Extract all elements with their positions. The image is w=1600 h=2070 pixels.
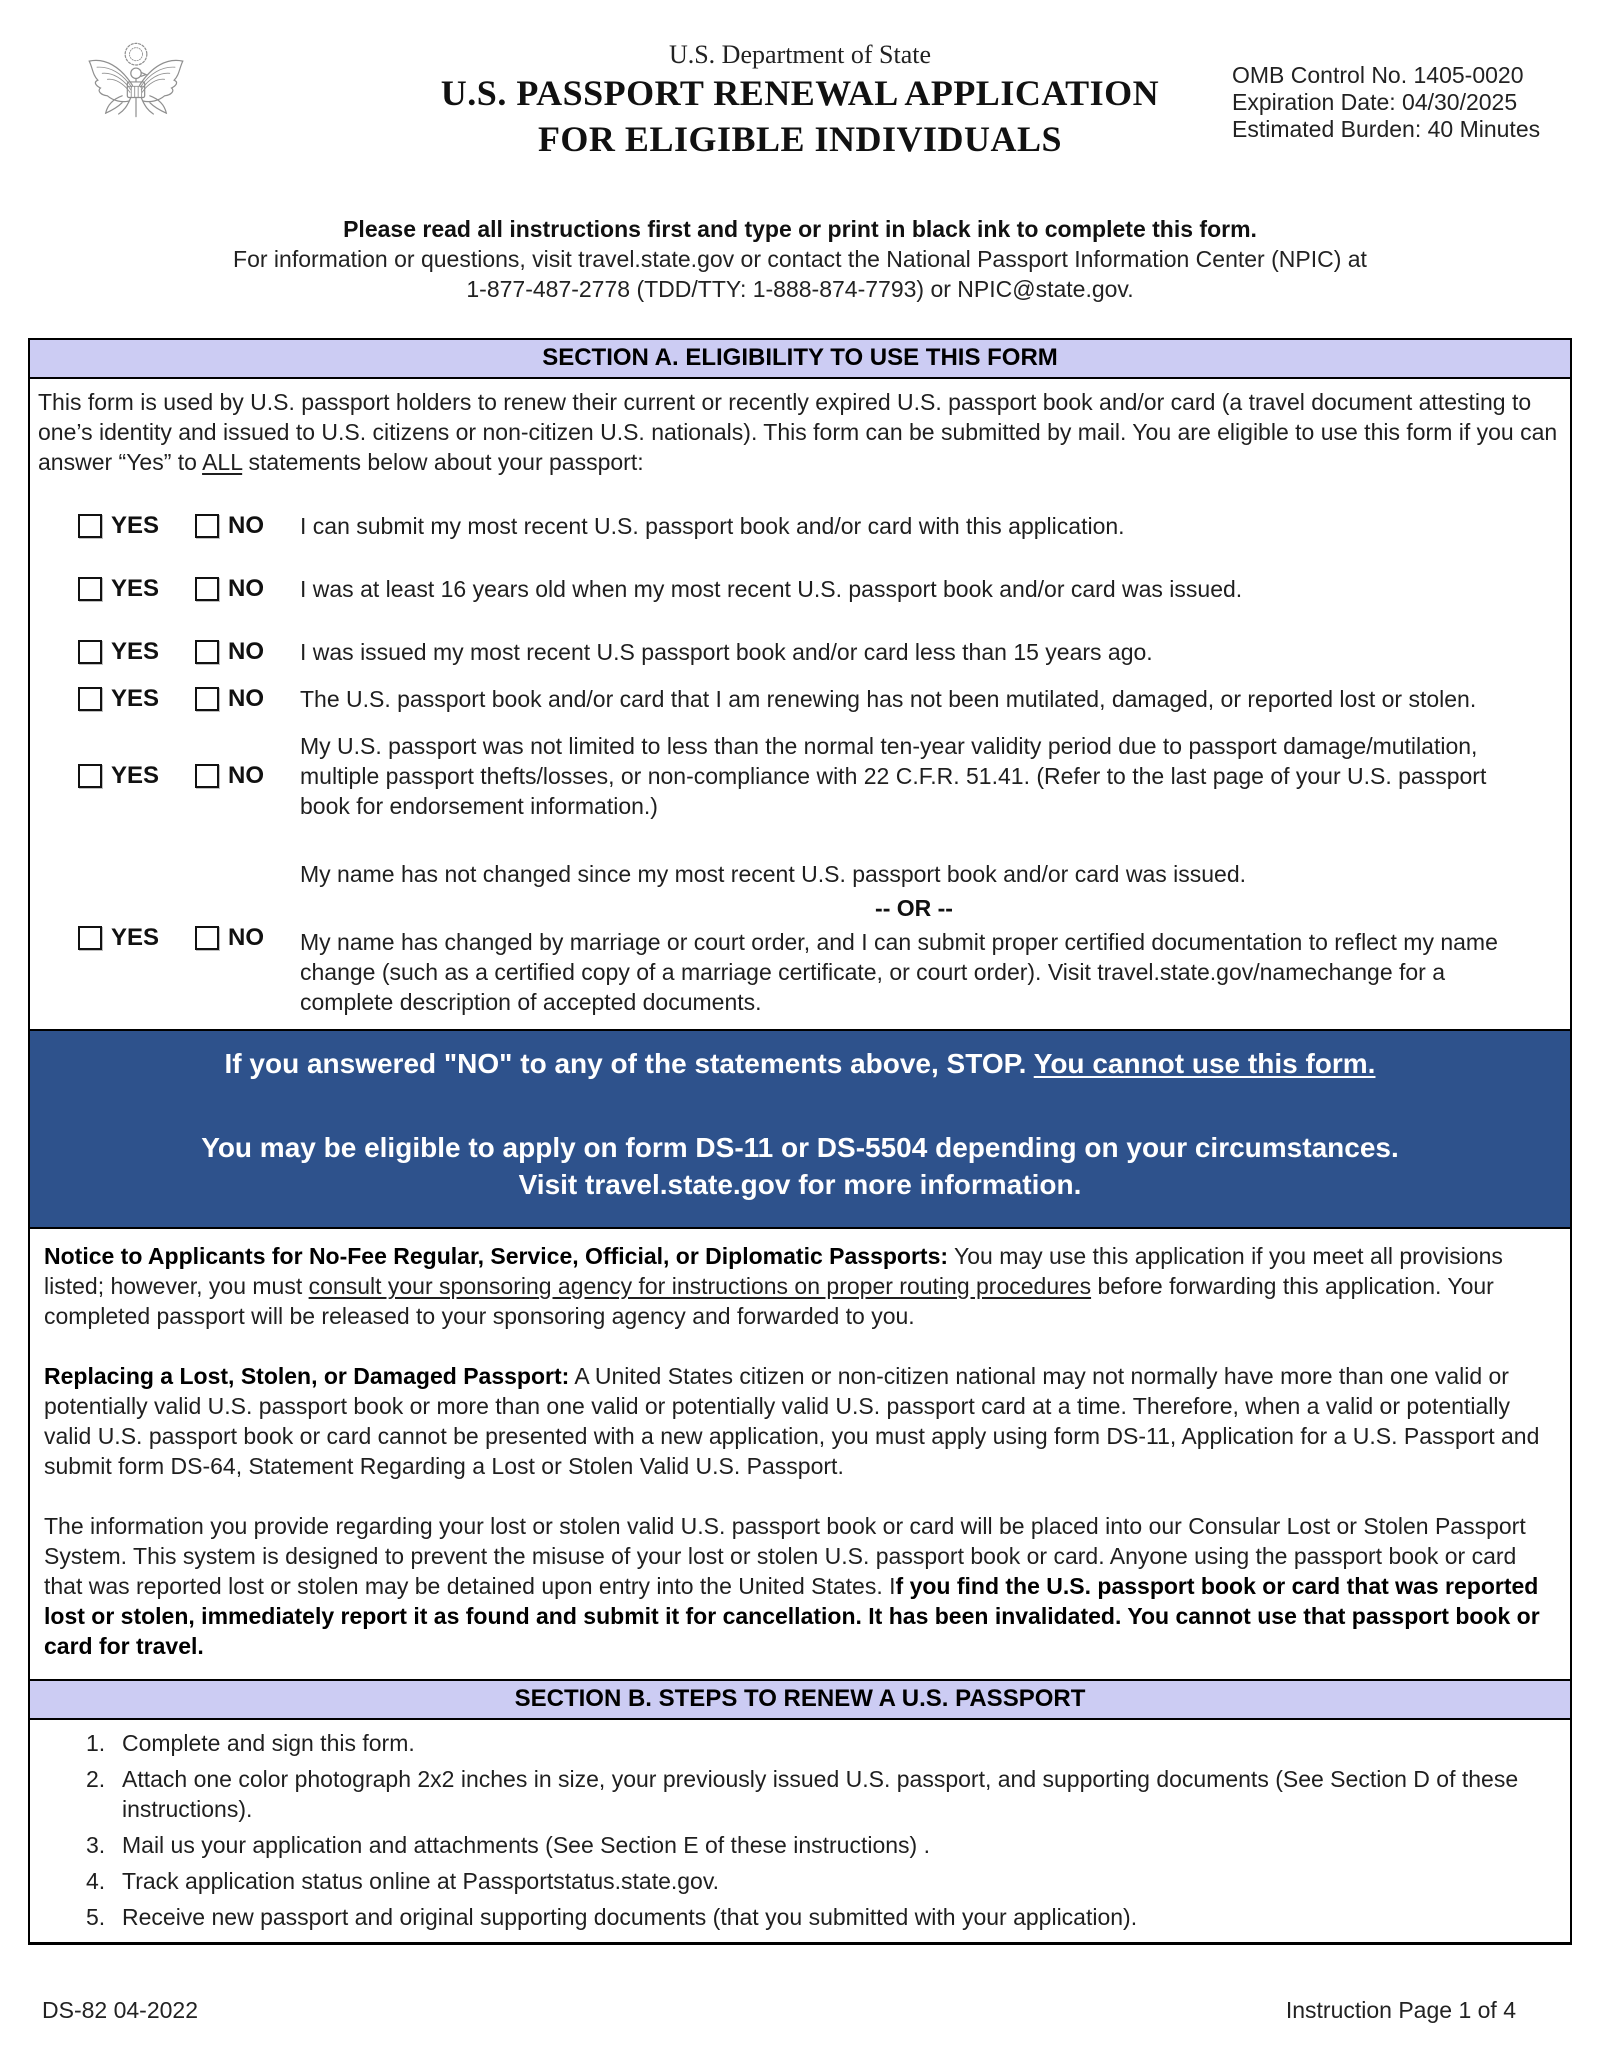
lost-stolen-system-paragraph xyxy=(44,1511,1556,1661)
stop-banner-line1-underlined: You cannot use this form. xyxy=(1033,1048,1376,1079)
yes-no-column xyxy=(38,923,300,953)
section-b-body xyxy=(28,1718,1572,1945)
step-item xyxy=(30,1866,1570,1896)
replacing-passport-lead: Replacing a Lost, Stolen, or Damaged Passport: xyxy=(44,1363,570,1389)
no-fee-notice-underlined: consult your sponsoring agency for instructions on proper routing procedures xyxy=(308,1273,1092,1299)
omb-control-number: OMB Control No. 1405-0020 xyxy=(1232,62,1524,88)
statement4-yes-checkbox[interactable] xyxy=(78,687,102,711)
great-seal-icon xyxy=(84,40,188,141)
statement1-yes-checkbox[interactable] xyxy=(78,514,102,538)
yes-label: YES xyxy=(111,575,160,602)
step-text: Complete and sign this form. xyxy=(122,1730,415,1756)
statement-text-group xyxy=(300,859,1558,1017)
eligibility-statement-row xyxy=(38,637,1558,667)
yes-label: YES xyxy=(111,638,160,665)
yes-no-column xyxy=(38,684,300,714)
step-number: 1. xyxy=(86,1730,106,1756)
stop-banner-line1 xyxy=(54,1045,1546,1082)
yes-no-column xyxy=(38,511,300,541)
form-title-line1: U.S. PASSPORT RENEWAL APPLICATION xyxy=(440,73,1160,113)
page-footer xyxy=(42,1997,1516,2024)
yes-no-column xyxy=(38,574,300,604)
statement3-no-checkbox[interactable] xyxy=(195,640,219,664)
statement-text: My U.S. passport was not limited to less than the normal ten-year validity period due to passport damage/mutilation, multiple passport thefts/losses, or non-compliance with 22 C.F.R. 51.41. (Refer to the last page of your U.S. passport book for endorsement information.) xyxy=(300,733,1487,819)
step-text: Attach one color photograph 2x2 inches in size, your previously issued U.S. passport, and supporting documents (See Section D of these instructions). xyxy=(122,1766,1519,1822)
no-label: NO xyxy=(228,638,265,665)
form-header xyxy=(0,40,1600,192)
no-fee-notice-lead: Notice to Applicants for No-Fee Regular, Service, Official, or Diplomatic Passports: xyxy=(44,1243,949,1269)
step-number: 4. xyxy=(86,1868,106,1894)
yes-no-column xyxy=(38,761,300,791)
statement6-no-checkbox[interactable] xyxy=(195,926,219,950)
step-number: 2. xyxy=(86,1766,106,1792)
intro-bold-line: Please read all instructions first and type or print in black ink to complete this form. xyxy=(343,216,1257,242)
statement-text: I can submit my most recent U.S. passport book and/or card with this application. xyxy=(300,513,1125,539)
form-number: DS-82 04-2022 xyxy=(42,1997,198,2023)
statement5-no-checkbox[interactable] xyxy=(195,764,219,788)
statement5-yes-checkbox[interactable] xyxy=(78,764,102,788)
stop-banner xyxy=(28,1029,1572,1229)
section-a-intro-post: statements below about your passport: xyxy=(242,449,644,475)
yes-label: YES xyxy=(111,762,160,789)
notices-box xyxy=(28,1227,1572,1681)
no-fee-notice-pre: You may use this application if you meet all provisions listed; however, you must xyxy=(44,1243,1503,1299)
eligibility-statement-row xyxy=(38,574,1558,604)
no-fee-notice-paragraph xyxy=(44,1241,1556,1331)
form-instructions-intro xyxy=(0,214,1600,304)
section-a-header: SECTION A. ELIGIBILITY TO USE THIS FORM xyxy=(28,338,1572,379)
statement1-no-checkbox[interactable] xyxy=(195,514,219,538)
section-a-intro xyxy=(38,387,1558,477)
omb-info-block xyxy=(1232,62,1540,143)
statement-text: The U.S. passport book and/or card that I am renewing has not been mutilated, damaged, or reported lost or stolen. xyxy=(300,686,1477,712)
no-label: NO xyxy=(228,685,265,712)
eligibility-statement-row xyxy=(38,859,1558,1017)
replacing-passport-paragraph xyxy=(44,1361,1556,1481)
intro-contact-line: For information or questions, visit travel.state.gov or contact the National Passport Information Center (NPIC) at xyxy=(233,246,1367,272)
stop-banner-line1-pre: If you answered "NO" to any of the statements above, STOP. xyxy=(224,1048,1034,1079)
step-number: 3. xyxy=(86,1832,106,1858)
step-item xyxy=(30,1902,1570,1932)
no-label: NO xyxy=(228,512,265,539)
section-a-intro-pre: This form is used by U.S. passport holders to renew their current or recently expired U.S. passport book and/or card (a travel document attesting to one’s identity and issued to U.S. citizens or non-citizen U.S. nationals). This form can be submitted by mail. You are eligible to use this form if you can answer “Yes” to xyxy=(38,389,1558,475)
statement6-yes-checkbox[interactable] xyxy=(78,926,102,950)
omb-estimated-burden: Estimated Burden: 40 Minutes xyxy=(1232,116,1541,142)
statement-text: I was at least 16 years old when my most recent U.S. passport book and/or card was issued. xyxy=(300,576,1243,602)
yes-label: YES xyxy=(111,924,160,951)
stop-banner-line3: Visit travel.state.gov for more information. xyxy=(518,1169,1082,1200)
eligibility-statement-row xyxy=(38,731,1558,821)
statement2-yes-checkbox[interactable] xyxy=(78,577,102,601)
yes-label: YES xyxy=(111,512,160,539)
step-text: Receive new passport and original supporting documents (that you submitted with your application). xyxy=(122,1904,1138,1930)
section-b-header: SECTION B. STEPS TO RENEW A U.S. PASSPORT xyxy=(28,1679,1572,1720)
step-item xyxy=(30,1728,1570,1758)
section-a-intro-underlined: ALL xyxy=(202,449,243,475)
section-a-body xyxy=(28,377,1572,1031)
eligibility-statement-row xyxy=(38,511,1558,541)
yes-label: YES xyxy=(111,685,160,712)
no-label: NO xyxy=(228,762,265,789)
stop-banner-line2: You may be eligible to apply on form DS-11 or DS-5504 depending on your circumstances. xyxy=(201,1132,1399,1163)
statement-text: I was issued my most recent U.S passport book and/or card less than 15 years ago. xyxy=(300,639,1153,665)
step-number: 5. xyxy=(86,1904,106,1930)
step-text: Track application status online at Passportstatus.state.gov. xyxy=(122,1868,720,1894)
step-text: Mail us your application and attachments (See Section E of these instructions) . xyxy=(122,1832,930,1858)
intro-phone-line: 1-877-487-2778 (TDD/TTY: 1-888-874-7793) or NPIC@state.gov. xyxy=(466,276,1134,302)
page-number: Instruction Page 1 of 4 xyxy=(1285,1997,1516,2023)
lost-stolen-system-bold: f you find the U.S. passport book or card that was reported lost or stolen, immediately report it as found and submit it for cancellation. It has been invalidated. You cannot use that passport book or card for travel. xyxy=(44,1573,1540,1659)
no-label: NO xyxy=(228,575,265,602)
or-separator: -- OR -- xyxy=(875,895,953,921)
step-item xyxy=(30,1764,1570,1824)
replacing-passport-text: A United States citizen or non-citizen national may not normally have more than one valid or potentially valid U.S. passport book or more than one valid or potentially valid U.S. passport card at a time. Therefore, when a valid or potentially valid U.S. passport book or card cannot be presented with a new application, you must apply using form DS-11, Application for a U.S. Passport and submit form DS-64, Statement Regarding a Lost or Stolen Valid U.S. Passport. xyxy=(44,1363,1540,1479)
form-title-line2: FOR ELIGIBLE INDIVIDUALS xyxy=(537,119,1063,159)
statement2-no-checkbox[interactable] xyxy=(195,577,219,601)
statement3-yes-checkbox[interactable] xyxy=(78,640,102,664)
no-fee-notice-post: before forwarding this application. Your completed passport will be released to your sponsoring agency and forwarded to you. xyxy=(44,1273,1494,1329)
statement4-no-checkbox[interactable] xyxy=(195,687,219,711)
statement-name-changed: My name has changed by marriage or court order, and I can submit proper certified documentation to reflect my name change (such as a certified copy of a marriage certificate, or court order). Visit travel.state.gov/namechange for a complete description of accepted documents. xyxy=(300,929,1498,1015)
statement-name-unchanged: My name has not changed since my most recent U.S. passport book and/or card was issued. xyxy=(300,861,1247,887)
lost-stolen-system-pre: The information you provide regarding your lost or stolen valid U.S. passport book or card will be placed into our Consular Lost or Stolen Passport System. This system is designed to prevent the misuse of your lost or stolen U.S. passport book or card. Anyone using the passport book or card that was reported lost or stolen may be detained upon entry into the United States. I xyxy=(44,1513,1526,1599)
no-label: NO xyxy=(228,924,265,951)
agency-name: U.S. Department of State xyxy=(668,40,932,69)
eligibility-statement-row xyxy=(38,684,1558,714)
yes-no-column xyxy=(38,637,300,667)
omb-expiration-date: Expiration Date: 04/30/2025 xyxy=(1232,89,1518,115)
step-item xyxy=(30,1830,1570,1860)
